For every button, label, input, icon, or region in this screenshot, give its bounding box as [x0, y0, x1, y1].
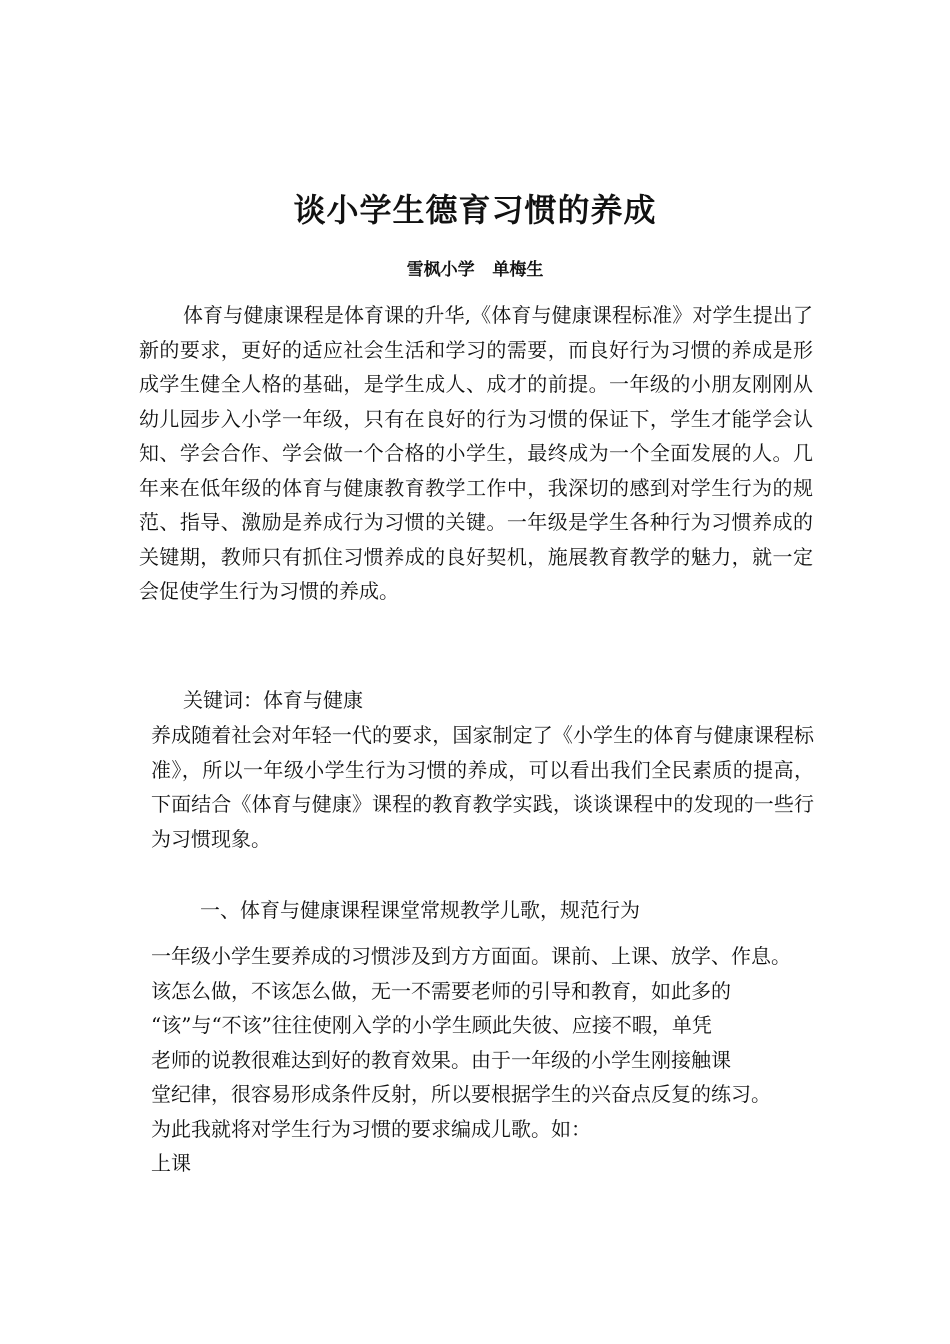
paragraph-line: 老师的说教很难达到好的教育效果。由于一年级的小学生刚接触课 [151, 1047, 731, 1072]
body-paragraph-1: 养成随着社会对年轻一代的要求，国家制定了《小学生的体育与健康课程标准》，所以一年级小学生行为习惯的养成，可以看出我们全民素质的提高，下面结合《体育与健康》课程的教育教学实践，谈谈课程中的发现的一些行为习惯现象。 [151, 723, 814, 851]
paragraph-line: 该怎么做，不该怎么做，无一不需要老师的引导和教育，如此多的 [151, 978, 731, 1003]
body-paragraph-2 [151, 939, 831, 1181]
paragraph-line: 堂纪律，很容易形成条件反射，所以要根据学生的兴奋点反复的练习。 [151, 1082, 771, 1106]
author-line: 雪枫小学 单梅生 [406, 260, 544, 280]
paragraph-line: 上课 [151, 1151, 191, 1175]
document-title: 谈小学生德育习惯的养成 [293, 191, 657, 229]
abstract-paragraph: 体育与健康课程是体育课的升华,《体育与健康课程标准》对学生提出了新的要求，更好的适应社会生活和学习的需要，而良好行为习惯的养成是形成学生健全人格的基础，是学生成人、成才的前提。一年级的小朋友刚刚从幼儿园步入小学一年级，只有在良好的行为习惯的保证下，学生才能学会认知、学会合作、学会做一个合格的小学生，最终成为一个全面发展的人。几年来在低年级的体育与健康教育教学工作中，我深切的感到对学生行为的规范、指导、激励是养成行为习惯的关键。一年级是学生各种行为习惯养成的关键期，教师只有抓住习惯养成的良好契机，施展教育教学的魅力，就一定会促使学生行为习惯的养成。 [139, 303, 813, 603]
paragraph-line: 一年级小学生要养成的习惯涉及到方方面面。课前、上课、放学、作息。 [151, 944, 791, 968]
paragraph-line: “该”与“不该”往往使刚入学的小学生顾此失彼、应接不暇，单凭 [151, 1013, 712, 1037]
section-heading-1: 一、体育与健康课程课堂常规教学儿歌，规范行为 [200, 898, 640, 922]
paragraph-line: 为此我就将对学生行为习惯的要求编成儿歌。如： [151, 1116, 591, 1141]
keywords-line: 关键词：体育与健康 [183, 688, 363, 712]
